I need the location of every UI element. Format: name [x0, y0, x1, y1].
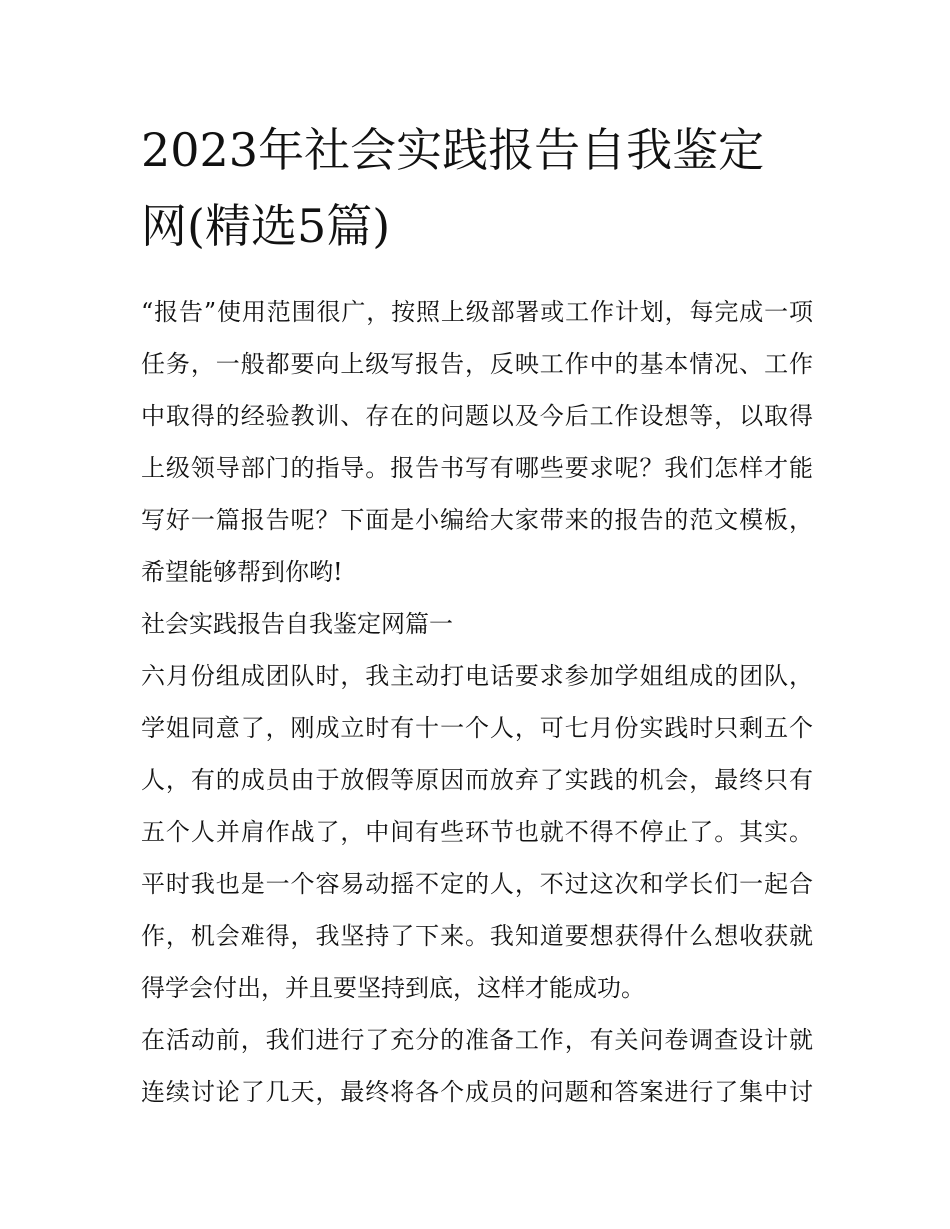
intro-paragraph: [141, 286, 813, 598]
title-line: 网(精选5篇): [141, 199, 391, 253]
paragraph-2: [141, 1014, 813, 1118]
text-line: 人，有的成员由于放假等原因而放弃了实践的机会，最终只有: [141, 766, 813, 794]
document-page: [141, 112, 813, 1118]
text-line: 上级领导部门的指导。报告书写有哪些要求呢？我们怎样才能: [141, 454, 813, 482]
paragraph-1: [141, 650, 813, 1014]
title-line: 2023年社会实践报告自我鉴定: [141, 123, 765, 177]
text-line: 连续讨论了几天，最终将各个成员的问题和答案进行了集中讨: [141, 1078, 813, 1106]
text-line: 中取得的经验教训、存在的问题以及今后工作设想等，以取得: [141, 402, 813, 430]
text-line: 写好一篇报告呢？下面是小编给大家带来的报告的范文模板，: [141, 506, 813, 534]
text-line: 六月份组成团队时，我主动打电话要求参加学姐组成的团队，: [141, 662, 813, 690]
text-line: 五个人并肩作战了，中间有些环节也就不得不停止了。其实。: [141, 818, 813, 846]
document-body: [141, 286, 813, 1118]
text-line: 在活动前，我们进行了充分的准备工作，有关问卷调查设计就: [141, 1026, 813, 1054]
text-line: 平时我也是一个容易动摇不定的人，不过这次和学长们一起合: [141, 870, 813, 898]
text-line: 作，机会难得，我坚持了下来。我知道要想获得什么想收获就: [141, 922, 813, 950]
document-title: [141, 112, 813, 264]
text-line: 学姐同意了，刚成立时有十一个人，可七月份实践时只剩五个: [141, 714, 813, 742]
text-line: 希望能够帮到你哟!: [141, 558, 343, 586]
text-line: “报告”使用范围很广，按照上级部署或工作计划，每完成一项: [141, 298, 813, 326]
text-line: 任务，一般都要向上级写报告，反映工作中的基本情况、工作: [141, 350, 813, 378]
text-line: 得学会付出，并且要坚持到底，这样才能成功。: [141, 974, 645, 1002]
section-heading: 社会实践报告自我鉴定网篇一: [141, 610, 453, 638]
